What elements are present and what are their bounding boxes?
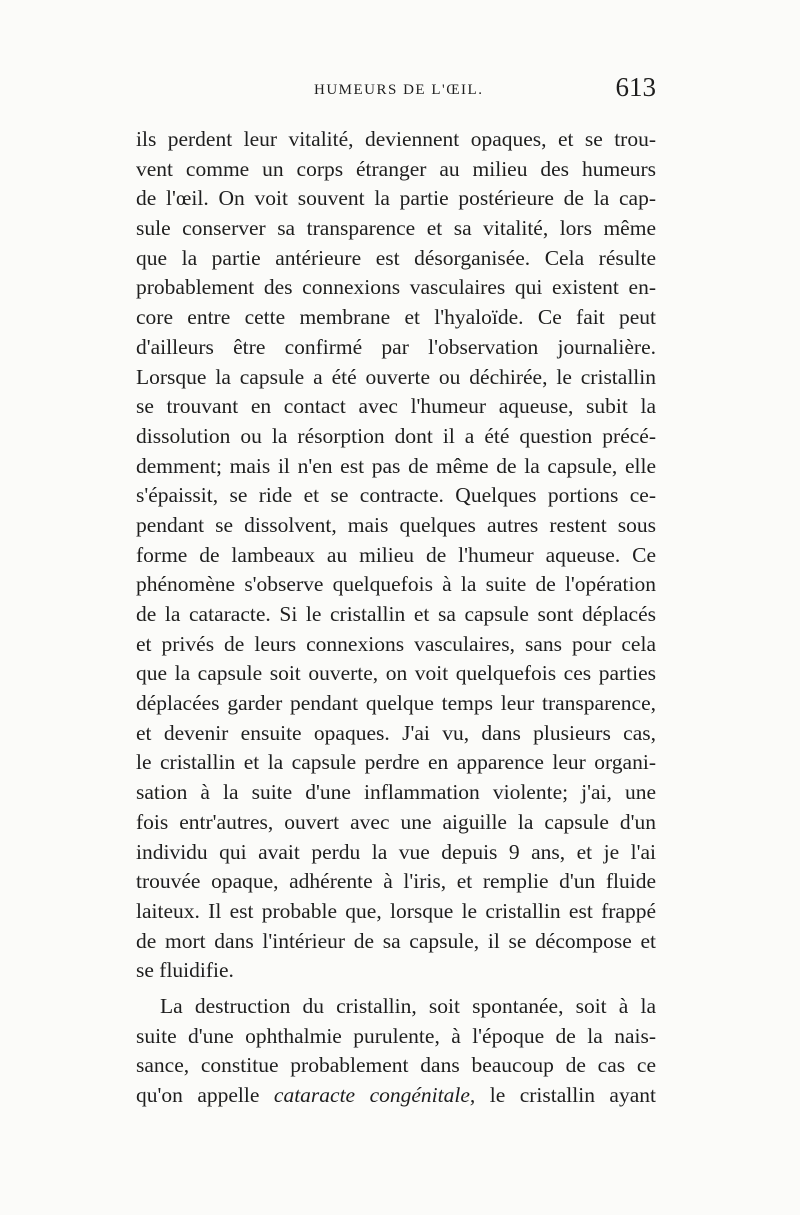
text-line: probablement des connexions vasculaires qui existent en- <box>136 275 656 300</box>
paragraph-2 <box>136 992 656 1111</box>
text-line: La destruction du cristallin, soit spontanée, soit à la <box>160 993 656 1018</box>
text-line: et privés de leurs connexions vasculaires, sans pour cela <box>136 631 656 656</box>
text-span: le cristallin ayant <box>475 1083 656 1107</box>
text-line: de mort dans l'intérieur de sa capsule, il se décompose et <box>136 928 656 953</box>
text-line: de l'œil. On voit souvent la partie postérieure de la cap- <box>136 186 656 211</box>
text-line: vent comme un corps étranger au milieu des humeurs <box>136 156 656 181</box>
text-line: s'épaissit, se ride et se contracte. Quelques portions ce- <box>136 483 656 508</box>
text-line: sule conserver sa transparence et sa vitalité, lors même <box>136 216 656 241</box>
text-line: de la cataracte. Si le cristallin et sa capsule sont déplacés <box>136 602 656 626</box>
page-body <box>136 125 656 1111</box>
text-line: demment; mais il n'en est pas de même de la capsule, elle <box>136 453 656 478</box>
running-head-title: HUMEURS DE L'ŒIL. <box>314 82 484 98</box>
text-line: suite d'une ophthalmie purulente, à l'époque de la nais- <box>136 1023 656 1048</box>
text-line: trouvée opaque, adhérente à l'iris, et remplie d'un fluide <box>136 869 656 894</box>
text-line: et devenir ensuite opaques. J'ai vu, dans plusieurs cas, <box>136 720 656 745</box>
text-line: sation à la suite d'une inflammation violente; j'ai, une <box>136 780 656 805</box>
text-line-mixed <box>136 1081 656 1111</box>
text-line: que la partie antérieure est désorganisée. Cela résulte <box>136 245 656 270</box>
text-line: Lorsque la capsule a été ouverte ou déchirée, le cristallin <box>136 364 656 389</box>
text-line: dissolution ou la résorption dont il a été question précé- <box>136 423 656 448</box>
text-line: laiteux. Il est probable que, lorsque le cristallin est frappé <box>136 898 656 923</box>
text-line: ils perdent leur vitalité, deviennent opaques, et se trou- <box>136 127 656 151</box>
text-line: que la capsule soit ouverte, on voit quelquefois ces parties <box>136 661 656 686</box>
text-line: déplacées garder pendant quelque temps leur transparence, <box>136 691 656 716</box>
text-line: sance, constitue probablement dans beaucoup de cas ce <box>136 1053 656 1078</box>
paragraph-1 <box>136 125 656 986</box>
text-line: se trouvant en contact avec l'humeur aqueuse, subit la <box>136 394 656 419</box>
text-line: pendant se dissolvent, mais quelques autres restent sous <box>136 512 656 537</box>
text-span: qu'on appelle <box>136 1083 274 1107</box>
text-line: d'ailleurs être confirmé par l'observation journalière. <box>136 334 656 359</box>
running-header <box>136 72 656 118</box>
text-line: fois entr'autres, ouvert avec une aiguille la capsule d'un <box>136 809 656 834</box>
text-line: individu qui avait perdu la vue depuis 9 ans, et je l'ai <box>136 839 656 864</box>
page-number: 613 <box>615 72 656 102</box>
text-line: core entre cette membrane et l'hyaloïde. Ce fait peut <box>136 305 656 330</box>
text-line: phénomène s'observe quelquefois à la suite de l'opération <box>136 572 656 597</box>
italic-term: cataracte congénitale, <box>273 1083 476 1107</box>
text-line: se fluidifie. <box>136 958 234 983</box>
text-line: forme de lambeaux au milieu de l'humeur aqueuse. Ce <box>136 542 656 567</box>
text-line: le cristallin et la capsule perdre en apparence leur organi- <box>136 750 656 775</box>
